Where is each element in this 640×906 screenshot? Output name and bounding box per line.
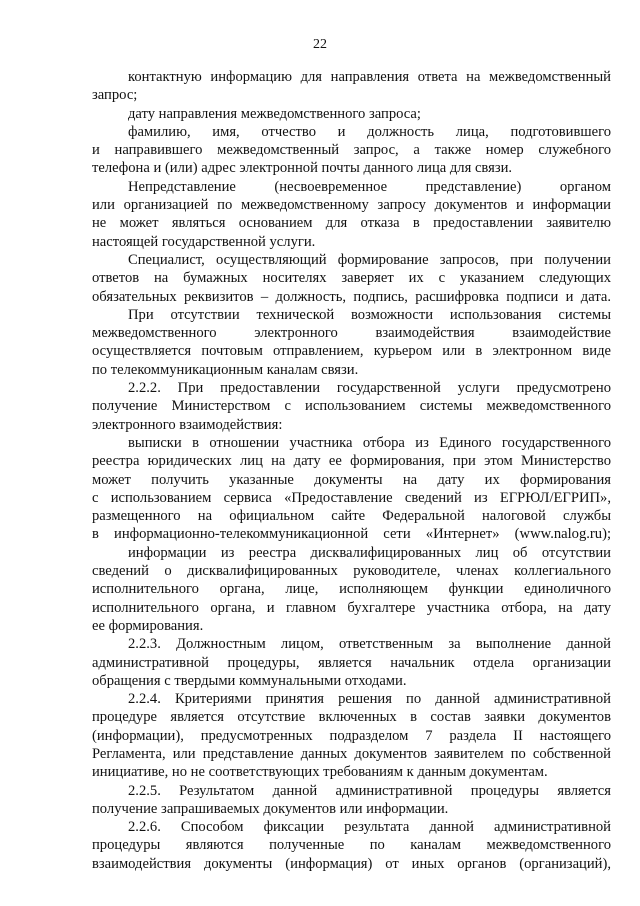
text-line: не может являться основанием для отказа в предоставлении заявителю <box>92 215 611 232</box>
text-line: в информационно-телекоммуникационной сети «Интернет» (www.nalog.ru); <box>92 526 611 543</box>
page-number: 22 <box>313 37 327 52</box>
text-line: запрос; <box>92 87 138 104</box>
text-line: Регламента, или представление данных документов заявителем по собственной <box>92 745 611 762</box>
text-line: Непредставление (несвоевременное представление) органом <box>128 178 611 195</box>
text-line: (информации), предусмотренных подразделом 7 раздела II настоящего <box>92 727 611 744</box>
text-line: 2.2.5. Результатом данной административной процедуры является <box>128 782 611 799</box>
text-line: электронного взаимодействия: <box>92 416 283 433</box>
text-line: по телекоммуникационным каналам связи. <box>92 361 359 378</box>
text-line: осуществляется почтовым отправлением, курьером или в электронном виде <box>92 343 611 360</box>
text-line: При отсутствии технической возможности использования системы <box>128 306 611 323</box>
text-line: обязательных реквизитов – должность, подпись, расшифровка подписи и дата. <box>92 288 611 305</box>
text-line: инициативе, но не соответствующих требованиям к данным документам. <box>92 764 548 781</box>
text-line: обращения с твердыми коммунальными отходами. <box>92 672 407 689</box>
text-line: настоящей государственной услуги. <box>92 233 316 250</box>
text-line: контактную информацию для направления ответа на межведомственный <box>128 69 611 85</box>
text-line: исполнительного органа, и главном бухгалтере участника отбора, на дату <box>92 599 611 616</box>
text-line: 2.2.4. Критериями принятия решения по данной административной <box>128 691 611 708</box>
text-line: 2.2.3. Должностным лицом, ответственным за выполнение данной <box>128 636 611 653</box>
text-line: фамилию, имя, отчество и должность лица, подготовившего <box>128 123 611 140</box>
text-line: дату направления межведомственного запроса; <box>128 105 421 122</box>
text-line: информации из реестра дисквалифицированных лиц об отсутствии <box>128 544 611 561</box>
text-line: получение Министерством с использованием системы межведомственного <box>92 398 611 415</box>
text-line: Специалист, осуществляющий формирование запросов, при получении <box>128 251 611 268</box>
text-line: с использованием сервиса «Предоставление сведений из ЕГРЮЛ/ЕГРИП», <box>92 489 611 506</box>
text-line: сведений о дисквалифицированных руководителе, членах коллегиального <box>92 563 611 580</box>
text-line: исполнительного органа, лице, исполняющем функции единоличного <box>92 581 611 598</box>
text-line: ответов на бумажных носителях заверяет их с указанием следующих <box>92 270 611 287</box>
text-line: и направившего межведомственный запрос, а также номер служебного <box>92 142 611 159</box>
text-line: или организацией по межведомственному запросу документов и информации <box>92 197 611 214</box>
text-line: 2.2.2. При предоставлении государственной услуги предусмотрено <box>128 380 611 397</box>
text-line: может получить указанные документы на дату их формирования <box>92 471 611 488</box>
document-body <box>92 68 611 873</box>
text-line: выписки в отношении участника отбора из Единого государственного <box>128 434 611 451</box>
text-line: процедуре является отсутствие включенных в состав заявки документов <box>92 709 611 726</box>
text-line: 2.2.6. Способом фиксации результата данной административной <box>128 819 611 836</box>
text-line: реестра юридических лиц на дату ее формирования, при этом Министерство <box>92 453 611 470</box>
text-line: административной процедуры, является начальник отдела организации <box>92 654 611 671</box>
text-line: ее формирования. <box>92 617 204 634</box>
text-line: получение запрашиваемых документов или информации. <box>92 800 449 817</box>
text-line: межведомственного электронного взаимодействия взаимодействие <box>92 325 611 342</box>
text-line: взаимодействия документы (информация) от иных органов (организаций), <box>92 855 611 872</box>
text-line: телефона и (или) адрес электронной почты данного лица для связи. <box>92 160 513 177</box>
text-line: размещенного на официальном сайте Федеральной налоговой службы <box>92 508 611 525</box>
text-line: процедуры являются полученные по каналам межведомственного <box>92 837 611 854</box>
